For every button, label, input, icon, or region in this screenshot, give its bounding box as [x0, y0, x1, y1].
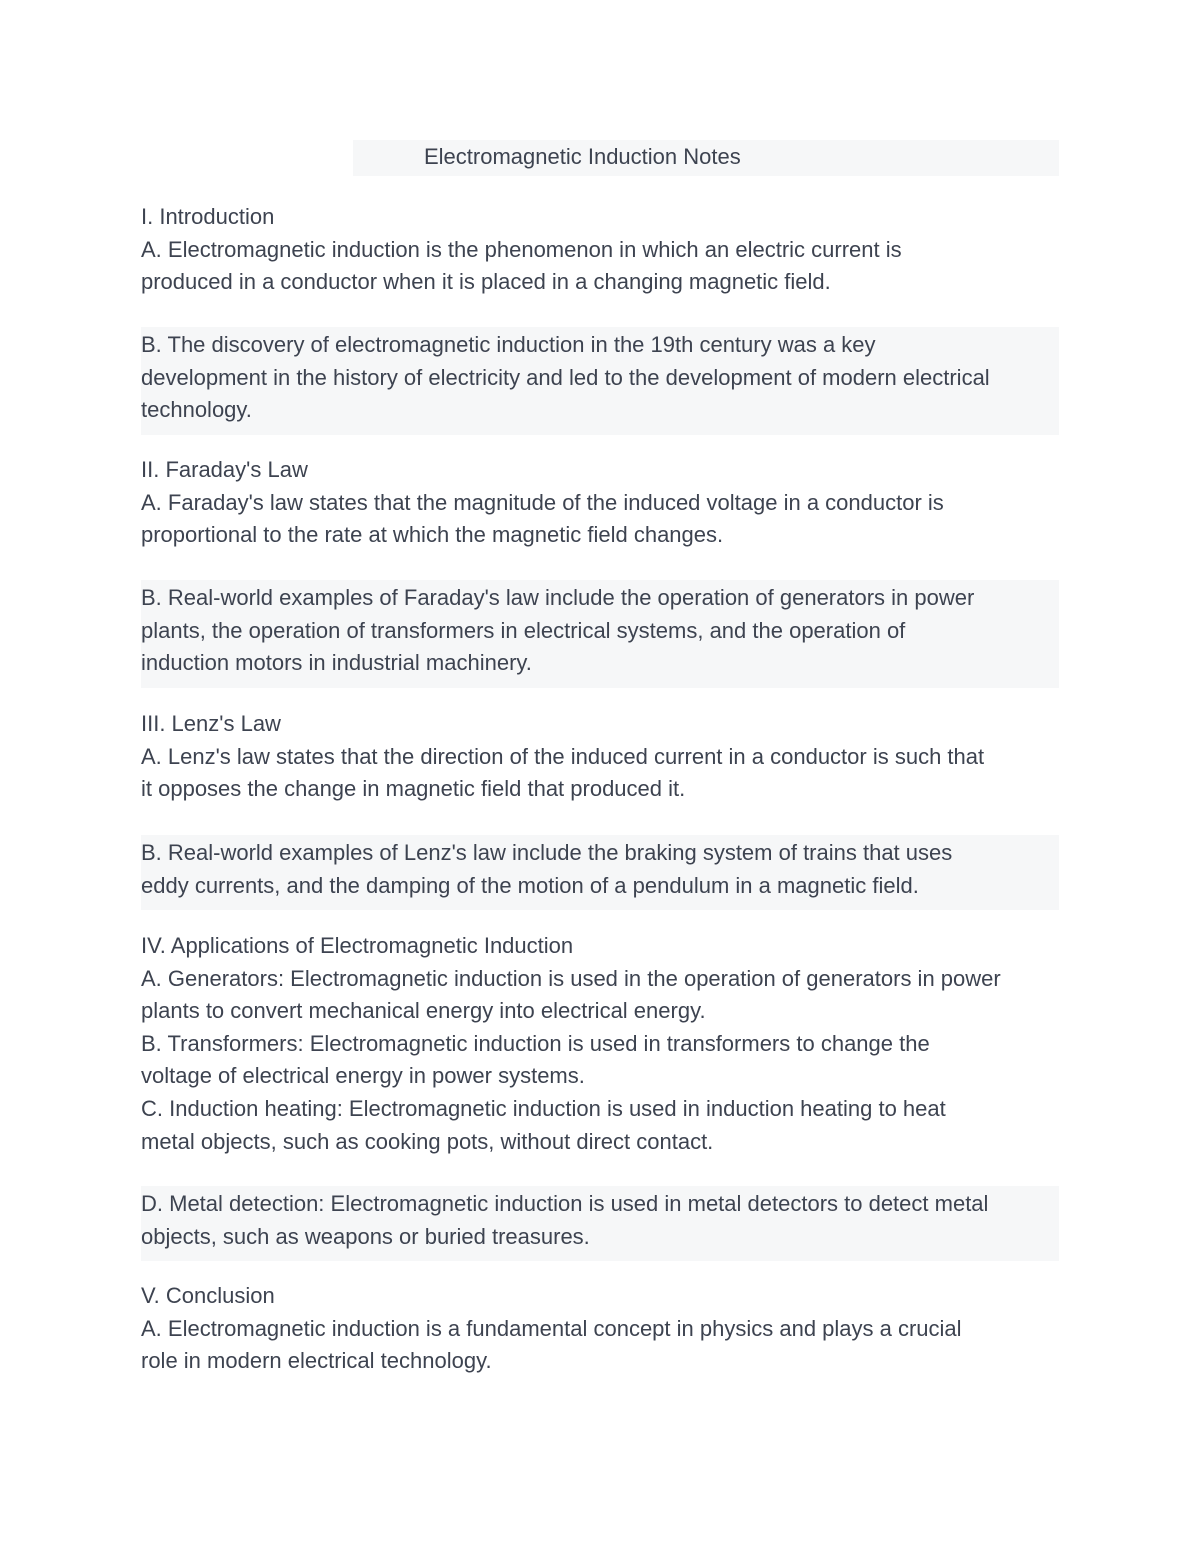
section-introduction [141, 201, 1059, 299]
document-title: Electromagnetic Induction Notes [424, 144, 741, 169]
paragraph-line: C. Induction heating: Electromagnetic induction is used in induction heating to heat [141, 1095, 946, 1121]
paragraph-line: produced in a conductor when it is placed in a changing magnetic field. [141, 269, 831, 295]
section-heading: IV. Applications of Electromagnetic Induction [141, 933, 574, 958]
paragraph-line: metal objects, such as cooking pots, without direct contact. [141, 1128, 714, 1154]
section-heading: III. Lenz's Law [141, 711, 281, 736]
paragraph-line: B. Real-world examples of Faraday's law include the operation of generators in power [141, 585, 975, 610]
paragraph-line: voltage of electrical energy in power systems. [141, 1063, 585, 1089]
section-faradays-law [141, 454, 1059, 552]
paragraph-highlighted [141, 1186, 1059, 1261]
section-lenzs-law [141, 708, 1059, 806]
paragraph-line: A. Electromagnetic induction is the phenomenon in which an electric current is [141, 236, 902, 262]
section-conclusion [141, 1280, 1059, 1378]
section-heading: I. Introduction [141, 204, 275, 229]
paragraph-line: A. Lenz's law states that the direction of the induced current in a conductor is such that [141, 743, 985, 769]
paragraph-highlighted [141, 580, 1059, 688]
paragraph-line: objects, such as weapons or buried treasures. [141, 1223, 590, 1249]
section-applications [141, 930, 1059, 1158]
paragraph-line: proportional to the rate at which the magnetic field changes. [141, 522, 724, 548]
paragraph-line: technology. [141, 397, 252, 423]
paragraph-line: A. Electromagnetic induction is a fundamental concept in physics and plays a crucial [141, 1315, 962, 1341]
paragraph-line: it opposes the change in magnetic field that produced it. [141, 776, 686, 802]
paragraph-line: B. Real-world examples of Lenz's law include the braking system of trains that uses [141, 840, 953, 865]
paragraph-line: B. Transformers: Electromagnetic induction is used in transformers to change the [141, 1030, 930, 1056]
paragraph-line: development in the history of electricity and led to the development of modern electrical [141, 364, 990, 390]
paragraph-line: A. Faraday's law states that the magnitude of the induced voltage in a conductor is [141, 489, 944, 515]
paragraph-line: D. Metal detection: Electromagnetic induction is used in metal detectors to detect metal [141, 1191, 989, 1216]
paragraph-line: role in modern electrical technology. [141, 1348, 492, 1374]
section-heading: II. Faraday's Law [141, 457, 308, 482]
paragraph-highlighted [141, 327, 1059, 435]
paragraph-line: eddy currents, and the damping of the motion of a pendulum in a magnetic field. [141, 872, 919, 898]
paragraph-line: plants, the operation of transformers in electrical systems, and the operation of [141, 617, 906, 643]
section-heading: V. Conclusion [141, 1283, 275, 1308]
paragraph-line: B. The discovery of electromagnetic induction in the 19th century was a key [141, 332, 876, 357]
paragraph-line: A. Generators: Electromagnetic induction is used in the operation of generators in power [141, 965, 1001, 991]
paragraph-line: plants to convert mechanical energy into electrical energy. [141, 998, 706, 1024]
paragraph-line: induction motors in industrial machinery. [141, 650, 532, 676]
paragraph-highlighted [141, 835, 1059, 910]
